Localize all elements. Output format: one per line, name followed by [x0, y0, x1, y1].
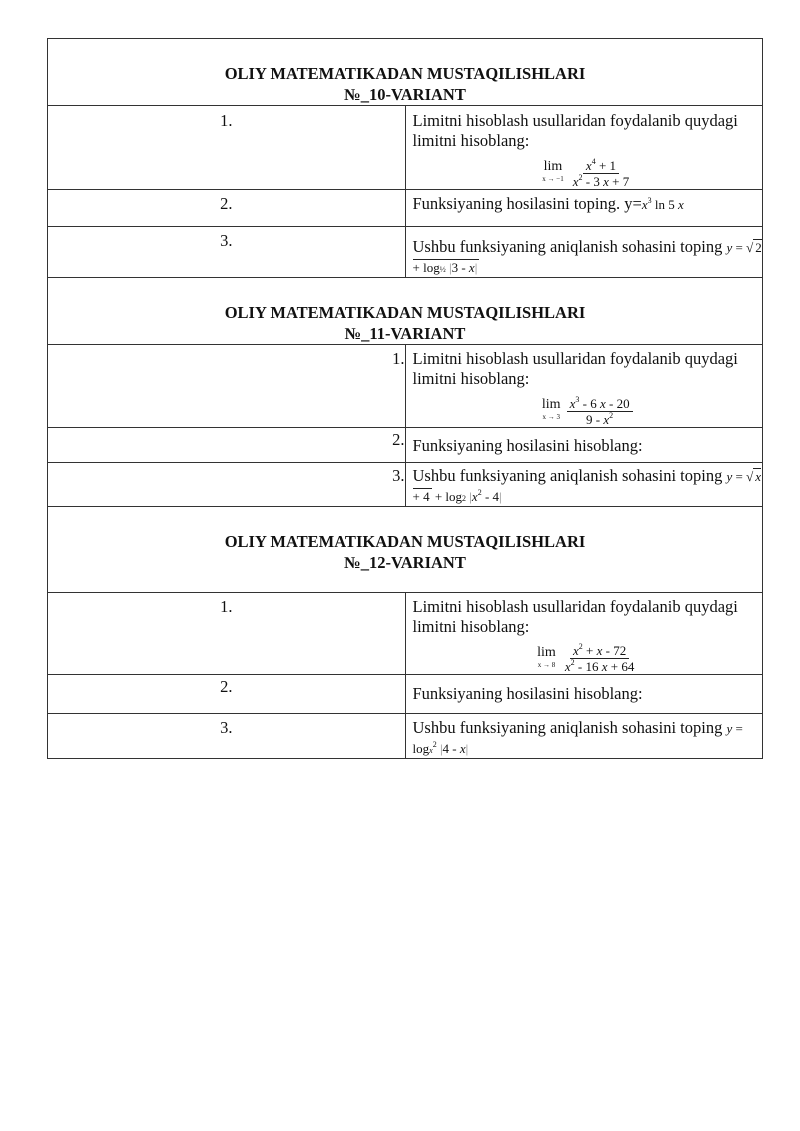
task-row [48, 106, 763, 190]
variant-header-row [48, 506, 763, 592]
task-number: 1. [48, 592, 406, 675]
variant-header [48, 39, 763, 106]
task-cell [405, 345, 763, 428]
variant-header [48, 278, 763, 345]
variant-title: OLIY MATEMATIKADAN MUSTAQILISHLARI [224, 64, 586, 83]
task-row [48, 675, 763, 714]
variant-title: OLIY MATEMATIKADAN MUSTAQILISHLARI [224, 303, 586, 322]
task-row [48, 227, 763, 278]
task-number: 3. [48, 462, 406, 506]
task-text: Funksiyaning hosilasini toping. y= [412, 194, 642, 213]
task-cell [405, 714, 763, 759]
domain-formula: y = √ x + 4 + log2 $|x^2 - 4|$ [412, 468, 761, 504]
task-number: 1. [48, 345, 406, 428]
task-cell [405, 462, 763, 506]
derivative-formula: $x^3$ ln 5 x [641, 196, 684, 212]
variant-header-row [48, 278, 763, 345]
variant-number: №_10-VARIANT [344, 85, 466, 104]
task-number: 2. [48, 675, 406, 714]
variant-title: OLIY MATEMATIKADAN MUSTAQILISHLARI [224, 531, 586, 551]
task-cell [405, 227, 763, 278]
task-row [48, 592, 763, 675]
limit-formula: lim x → 8 $\frac{x^2 + x - 72}{x^2 - 16 x + 64}$ [537, 642, 635, 674]
task-row [48, 462, 763, 506]
task-row [48, 345, 763, 428]
variant-header-row [48, 39, 763, 106]
limit-formula: lim x → −1 $\frac{x^4 + 1}{x^2 - 3 x + 7}$ [542, 156, 630, 189]
task-text: Ushbu funksiyaning aniqlanish sohasini toping [412, 718, 723, 737]
task-text: Funksiyaning hosilasini hisoblang: [412, 684, 643, 703]
task-text: Ushbu funksiyaning aniqlanish sohasini toping [412, 237, 723, 256]
task-cell [405, 106, 763, 190]
task-cell [405, 592, 763, 675]
task-cell [405, 675, 763, 714]
task-text: Limitni hisoblash usullaridan foydalanib quydagi limitni hisoblang: [412, 349, 738, 388]
variant-number: №_11-VARIANT [344, 324, 466, 343]
task-row [48, 714, 763, 759]
task-text: Limitni hisoblash usullaridan foydalanib quydagi limitni hisoblang: [412, 596, 738, 636]
task-row [48, 190, 763, 227]
variant-header [48, 506, 763, 592]
task-text: Limitni hisoblash usullaridan foydalanib quydagi limitni hisoblang: [412, 111, 738, 150]
assignment-table [47, 38, 763, 759]
task-row [48, 427, 763, 462]
task-text: Ushbu funksiyaning aniqlanish sohasini toping [412, 465, 723, 485]
task-number: 3. [48, 227, 406, 278]
task-number: 3. [48, 714, 406, 759]
task-number: 2. [48, 427, 406, 462]
limit-formula: lim x → 3 $\frac{x^3 - 6 x - 20}{9 - x^2}$ [413, 393, 763, 427]
variant-number: №_12-VARIANT [344, 552, 466, 572]
domain-formula: y = logx$^2$ |4 - x| [412, 721, 743, 756]
task-number: 1. [48, 106, 406, 190]
task-number: 2. [48, 190, 406, 227]
domain-formula: y = √ 2 + log½ |3 - x| [412, 240, 762, 275]
task-text: Funksiyaning hosilasini hisoblang: [412, 435, 643, 455]
task-cell [405, 190, 763, 227]
task-cell [405, 427, 763, 462]
